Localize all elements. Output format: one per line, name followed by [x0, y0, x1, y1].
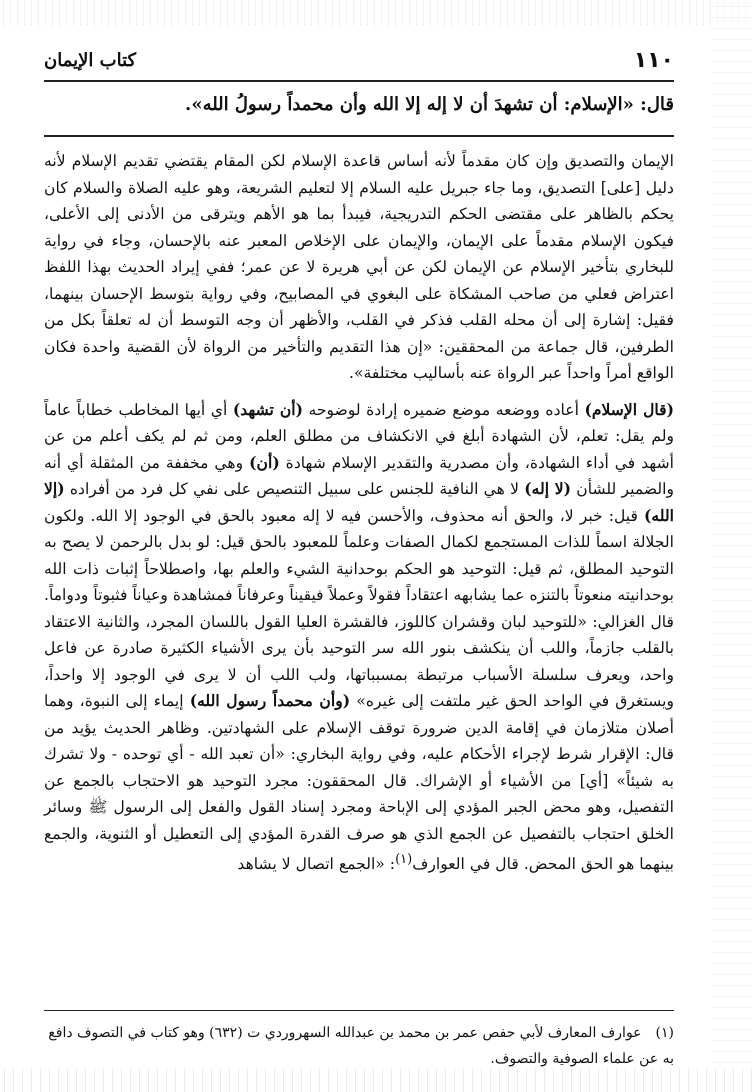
commentary-paragraph-2 — [44, 397, 674, 878]
footnote — [44, 1020, 674, 1072]
page-header — [44, 40, 674, 82]
footnote-reference[interactable]: (١) — [395, 852, 413, 867]
bold-phrase: (قال الإسلام) — [584, 399, 675, 419]
paragraph-text: لا هي النافية للجنس على سبيل التنصيص على نفي كل فرد من أفراده — [64, 480, 525, 498]
book-title: كتاب الإيمان — [44, 49, 137, 71]
footnote-text: عوارف المعارف لأبي حفص عمر بن محمد بن عبدالله السهروردي ت (٦٣٢) وهو كتاب في التصوف دافع به عن علماء الصوفية والتصوف. — [48, 1025, 674, 1067]
scan-edge-top — [0, 0, 752, 26]
paragraph-text: قيل: خبر لا، والحق أنه محذوف، والأحسن فيه لا إله معبود بالحق في الوجود إلا الله. ولكون الجلالة اسماً للذات المستجمع لكمال الصفات وعلماً للمعبود بالحق قيل: لو بدل بالرحمن لا يصح به التوحيد المطلق، ثم قيل: التوحيد هو الحكم بوحدانية الشيء والعلم بها، واصطلاحاً إثبات ذات الله بوحدانيته منعوتاً بالتنزه عما يشابهه اعتقاداً فقولاً وعملاً فيقيناً وعرفاناً فمشاهدة وعياناً فثبوتاً ودواماً. قال الغزالي: «للتوحيد لبان وقشران كاللوز، فالقشرة العليا القول باللسان المجرد، والثانية الاعتقاد بالقلب جازماً، واللب أن ينكشف بنور الله سر التوحيد بأن يرى الأشياء الكثيرة صادرة عن فاعل واحد، ويعرف سلسلة الأسباب مرتبطة بمسبباتها، ولب اللب أن لا يرى في الوجود إلا واحداً، ويستغرق في الواحد الحق غير ملتفت إلى غيره» — [44, 506, 675, 710]
commentary-paragraph-1: الإيمان والتصديق وإن كان مقدماً لأنه أساس قاعدة الإسلام لكن المقام يقتضي تقديم الإسلام لأنه دليل [على] التصديق، وما جاء جبريل عليه السلام إلا لتعليم الشريعة، وهو عليه الصلاة والسلام كان يحكم بالظاهر على مقتضى الحكم التدريجية، فيبدأ بما هو الأهم ويترقى من الأدنى إلى الأعلى، فيكون الإسلام مقدماً على الإيمان، والإيمان على الإخلاص المعبر عنه بالإحسان، وجاء في رواية للبخاري بتأخير الإسلام عن الإيمان لكن عن أبي هريرة لا عن عمر؛ ففي إيراد الحديث بهذا اللفظ اعتراض فعلي من صاحب المشكاة على البغوي في المصابيح، وفي رواية بتوسط الإحسان بينهما، فقيل: إشارة إلى أن محله القلب فذكر في القلب، والأظهر أن وجه التوسط أن له تعلقاً بكل من الطرفين، قال جماعة من المحققين: «إن هذا التقديم والتأخير من الرواة لأن القضية واحدة فكان الواقع أمراً واحداً عبر الرواة عنه بأساليب مختلفة». — [44, 152, 674, 382]
commentary-body — [44, 148, 674, 878]
page-number: ١١٠ — [633, 47, 674, 73]
hadith-divider — [44, 135, 674, 137]
bold-phrase: (إلا الله) — [44, 479, 674, 525]
bold-phrase: (وأن محمداً رسول الله) — [189, 691, 351, 710]
bold-phrase: (أن تشهد) — [232, 399, 304, 419]
footnote-number: (١) — [655, 1025, 674, 1041]
paragraph-text: أي أيها المخاطب خطاباً عاماً ولم يقل: تعلم، لأن الشهادة أبلغ في الانكشاف من مطلق العلم، ومن ثم لم يكف أعلم من عن أشهد في أداء الشهادة، وأن مصدرية والتقدير الإسلام شهادة — [44, 400, 675, 472]
bold-phrase: (أن) — [249, 452, 280, 472]
paragraph-text: أعاده ووضعه موضع ضميره إرادة لوضوحه — [303, 400, 585, 419]
paragraph-text: وهي مخففة من المثقلة أي أنه والضمير للشأن — [44, 453, 675, 498]
paragraph-text: : «الجمع اتصال لا يشاهد — [237, 855, 396, 874]
hadith-text: قال: «الإسلام: أن تشهدَ أن لا إله إلا الله وأن محمداً رسولُ الله». — [185, 94, 674, 115]
footnote-divider — [44, 1010, 674, 1011]
paragraph-text: إيماء إلى النبوة، وهما أصلان متلازمان في إقامة الدين ضرورة توقف الإسلام على الشهادتين. وظاهر الحديث يؤيد من قال: الإقرار شرط لإجراء الأحكام عليه، وفي رواية البخاري: «أن تعبد الله - أي توحده - ولا تشرك به شيئاً» [أي] من الأشياء أو الإشراك. قال المحققون: مجرد التوحيد هو الاحتجاب بالجمع عن التفصيل، وهو محض الجبر المؤدي إلى الإباحة ومجرد إسناد القول والفعل إلى الرسول ﷺ وسائر الخلق احتجاب بالتفصيل عن الجمع الذي هو صرف القدرة المؤدي إلى التعطيل أو الثنوية، والجمع بينهما هو الحق المحض. قال في العوارف — [44, 692, 674, 874]
bold-phrase: (لا إله) — [524, 479, 572, 498]
scan-edge-right — [712, 0, 752, 1092]
